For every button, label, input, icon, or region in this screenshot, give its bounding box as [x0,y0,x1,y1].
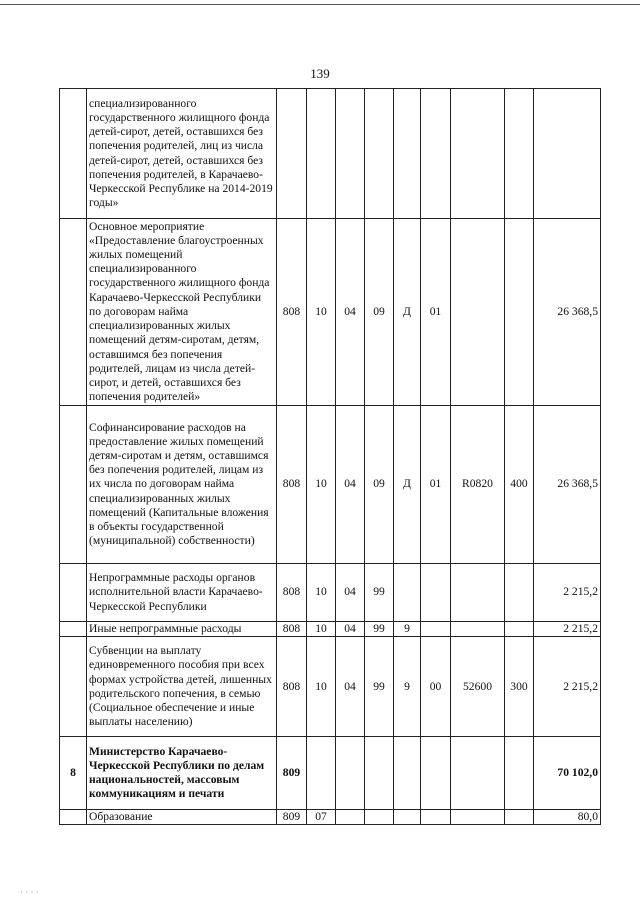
code-subsection [336,737,365,810]
code-program [365,810,394,825]
code-ministry: 809 [277,737,307,810]
code-subprogram [394,89,421,219]
code-event: 01 [421,406,451,564]
table-row [60,622,601,637]
code-subprogram [394,564,421,622]
code-program [365,737,394,810]
code-expense-type [505,810,534,825]
code-subsection: 04 [336,406,365,564]
row-description: Основное мероприятие «Предоставление благоустроенных жилых помещений специализированного государственного жилищного фонда Карачаево-Черкесской Республики по договорам найма специализированных жилых помещений детям-сиротам, детям, оставшимся без попечения родителей, лицам из числа детей-сирот, и детей, оставшихся без попечения родителей» [87,219,277,406]
code-subsection [336,89,365,219]
code-program: 99 [365,622,394,637]
row-number [60,637,87,737]
code-section: 10 [307,622,336,637]
row-description: Иные непрограммные расходы [87,622,277,637]
code-section: 10 [307,406,336,564]
row-amount: 26 368,5 [534,219,601,406]
code-program: 99 [365,564,394,622]
code-direction [451,89,505,219]
code-direction [451,622,505,637]
code-section: 07 [307,810,336,825]
code-direction [451,219,505,406]
code-subprogram: 9 [394,637,421,737]
row-amount: 80,0 [534,810,601,825]
code-direction [451,564,505,622]
code-event [421,622,451,637]
code-program: 99 [365,637,394,737]
code-subprogram: Д [394,406,421,564]
code-section [307,737,336,810]
scan-speck: · · · · [20,887,39,897]
code-event [421,737,451,810]
code-subsection: 04 [336,622,365,637]
row-number [60,622,87,637]
top-rule [0,4,640,5]
table-row [60,637,601,737]
code-direction: R0820 [451,406,505,564]
code-subsection: 04 [336,637,365,737]
row-number [60,406,87,564]
code-subsection [336,810,365,825]
table-row [60,219,601,406]
code-section [307,89,336,219]
code-ministry: 808 [277,622,307,637]
row-amount: 70 102,0 [534,737,601,810]
code-subprogram [394,810,421,825]
code-expense-type [505,737,534,810]
row-amount: 2 215,2 [534,564,601,622]
code-subprogram: Д [394,219,421,406]
table-row [60,89,601,219]
row-amount [534,89,601,219]
table-row [60,564,601,622]
row-description: Непрограммные расходы органов исполнительной власти Карачаево-Черкесской Республики [87,564,277,622]
row-description: Министерство Карачаево-Черкесской Республики по делам национальностей, массовым коммуникациям и печати [87,737,277,810]
code-section: 10 [307,637,336,737]
code-ministry: 808 [277,637,307,737]
table-row [60,737,601,810]
row-number [60,564,87,622]
code-event [421,564,451,622]
code-expense-type: 400 [505,406,534,564]
code-expense-type: 300 [505,637,534,737]
row-number [60,89,87,219]
code-section: 10 [307,564,336,622]
code-ministry [277,89,307,219]
code-expense-type [505,622,534,637]
code-event [421,810,451,825]
code-direction: 52600 [451,637,505,737]
code-subsection: 04 [336,564,365,622]
code-program [365,89,394,219]
row-amount: 26 368,5 [534,406,601,564]
row-description: Софинансирование расходов на предоставление жилых помещений детям-сиротам и детям, оставшимся без попечения родителей, лицам из их числа по договорам найма специализированных жилых помещений (Капитальные вложения в объекты государственной (муниципальной) собственности) [87,406,277,564]
row-number [60,810,87,825]
code-subsection: 04 [336,219,365,406]
code-ministry: 808 [277,406,307,564]
code-ministry: 808 [277,564,307,622]
code-ministry: 809 [277,810,307,825]
code-subprogram: 9 [394,622,421,637]
code-program: 09 [365,219,394,406]
code-program: 09 [365,406,394,564]
code-expense-type [505,564,534,622]
row-number: 8 [60,737,87,810]
row-number [60,219,87,406]
row-amount: 2 215,2 [534,637,601,737]
code-subprogram [394,737,421,810]
row-amount: 2 215,2 [534,622,601,637]
row-description: Образование [87,810,277,825]
code-section: 10 [307,219,336,406]
page-number: 139 [310,66,330,81]
code-direction [451,810,505,825]
code-event [421,89,451,219]
table-row [60,406,601,564]
code-expense-type [505,219,534,406]
code-direction [451,737,505,810]
code-event: 00 [421,637,451,737]
code-ministry: 808 [277,219,307,406]
budget-table [59,88,601,825]
row-description: Субвенции на выплату единовременного пособия при всех формах устройства детей, лишенных родительского попечения, в семью (Социальное обеспечение и иные выплаты населению) [87,637,277,737]
code-expense-type [505,89,534,219]
row-description: специализированного государственного жилищного фонда детей-сирот, детей, оставшихся без попечения родителей, лиц из числа детей-сирот, детей, оставшихся без попечения родителей, в Карачаево-Черкесской Республике на 2014-2019 годы» [87,89,277,219]
table-row [60,810,601,825]
code-event: 01 [421,219,451,406]
